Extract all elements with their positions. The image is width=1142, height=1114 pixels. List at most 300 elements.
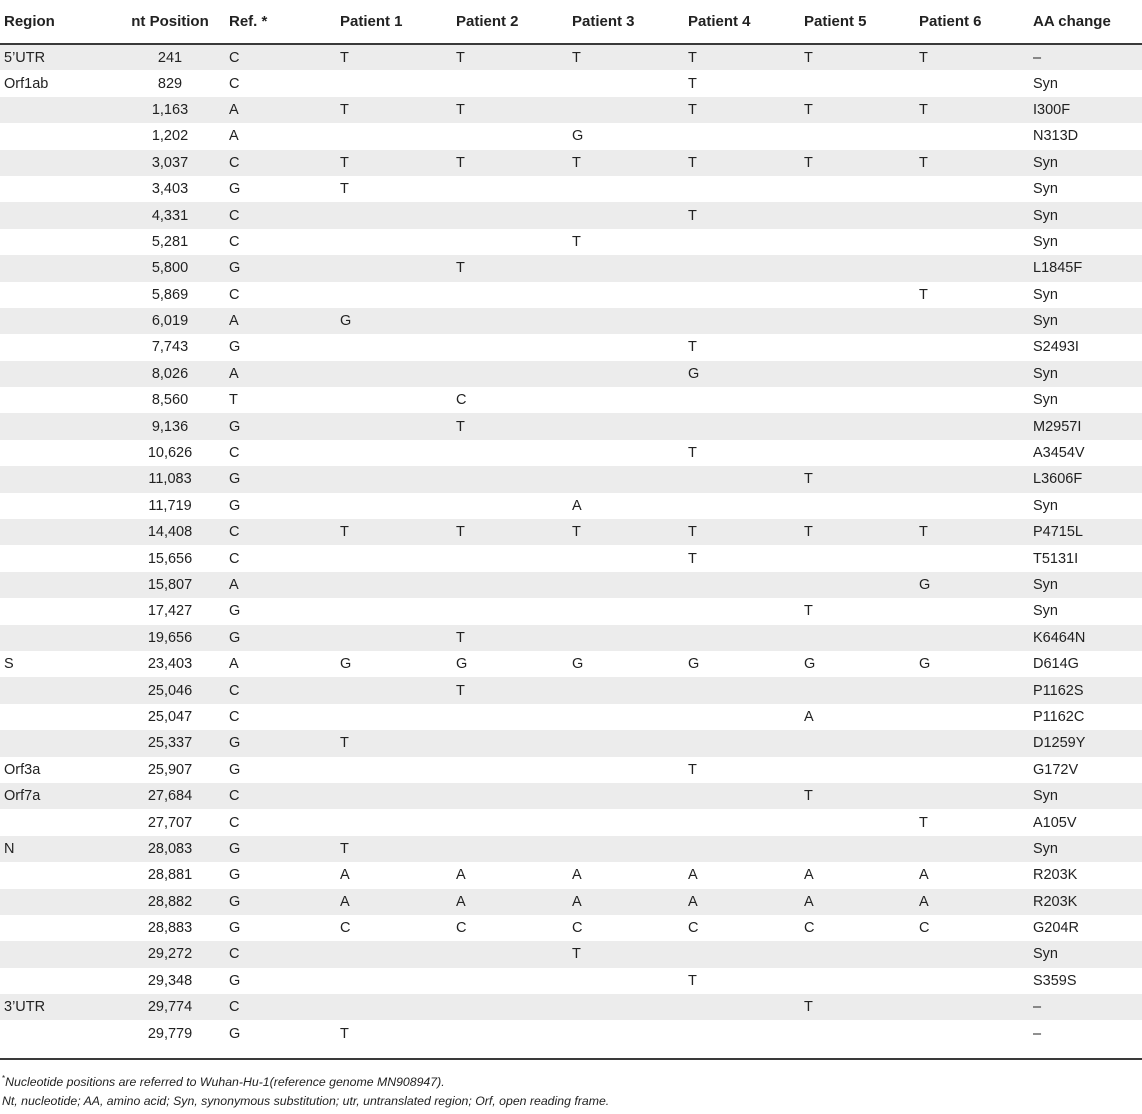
cell-patient-1: C [336, 915, 452, 941]
cell-patient-5: T [800, 783, 915, 809]
cell-patient-6: G [915, 651, 1030, 677]
cell-patient-1 [336, 783, 452, 809]
cell-patient-3 [568, 440, 684, 466]
cell-ref: C [225, 519, 336, 545]
cell-position: 5,281 [115, 229, 225, 255]
table-row [0, 809, 1142, 835]
cell-position: 241 [115, 44, 225, 70]
cell-patient-3 [568, 308, 684, 334]
cell-position: 1,163 [115, 97, 225, 123]
cell-patient-6 [915, 941, 1030, 967]
table-row [0, 361, 1142, 387]
cell-patient-4 [684, 809, 800, 835]
cell-region [0, 677, 115, 703]
cell-ref: G [225, 598, 336, 624]
cell-patient-3: T [568, 519, 684, 545]
table-row [0, 97, 1142, 123]
cell-aa-change: P1162C [1030, 704, 1142, 730]
cell-patient-6 [915, 1020, 1030, 1046]
cell-patient-4 [684, 704, 800, 730]
cell-patient-2 [452, 809, 568, 835]
cell-patient-4 [684, 176, 800, 202]
cell-ref: C [225, 704, 336, 730]
cell-patient-6: T [915, 282, 1030, 308]
cell-position: 1,202 [115, 123, 225, 149]
cell-aa-change: Syn [1030, 836, 1142, 862]
cell-ref: G [225, 836, 336, 862]
cell-patient-5 [800, 493, 915, 519]
cell-aa-change: T5131I [1030, 545, 1142, 571]
cell-aa-change: S359S [1030, 968, 1142, 994]
cell-patient-3 [568, 202, 684, 228]
cell-patient-5 [800, 387, 915, 413]
cell-patient-4: T [684, 440, 800, 466]
cell-patient-6: C [915, 915, 1030, 941]
cell-patient-4 [684, 282, 800, 308]
cell-ref: C [225, 677, 336, 703]
cell-region [0, 308, 115, 334]
cell-ref: G [225, 862, 336, 888]
cell-patient-2: T [452, 150, 568, 176]
cell-patient-5 [800, 625, 915, 651]
cell-patient-5 [800, 757, 915, 783]
cell-position: 28,083 [115, 836, 225, 862]
cell-patient-1: T [336, 836, 452, 862]
table-row [0, 889, 1142, 915]
cell-patient-1 [336, 123, 452, 149]
cell-patient-2 [452, 466, 568, 492]
cell-region [0, 598, 115, 624]
cell-region [0, 334, 115, 360]
cell-patient-5: C [800, 915, 915, 941]
cell-ref: C [225, 150, 336, 176]
cell-patient-5 [800, 677, 915, 703]
cell-ref: G [225, 493, 336, 519]
cell-ref: C [225, 783, 336, 809]
cell-region [0, 282, 115, 308]
cell-patient-4: T [684, 757, 800, 783]
cell-patient-5: T [800, 466, 915, 492]
cell-patient-5: A [800, 889, 915, 915]
table-row [0, 941, 1142, 967]
cell-ref: G [225, 757, 336, 783]
cell-ref: A [225, 651, 336, 677]
cell-region [0, 545, 115, 571]
cell-patient-4 [684, 466, 800, 492]
cell-position: 14,408 [115, 519, 225, 545]
cell-patient-4: T [684, 519, 800, 545]
cell-patient-5 [800, 255, 915, 281]
cell-patient-6 [915, 123, 1030, 149]
cell-region [0, 809, 115, 835]
cell-patient-4 [684, 229, 800, 255]
cell-patient-3 [568, 282, 684, 308]
cell-patient-1 [336, 598, 452, 624]
cell-patient-2 [452, 994, 568, 1020]
footnote-reference [2, 1069, 609, 1092]
cell-patient-6: T [915, 44, 1030, 70]
cell-patient-6 [915, 202, 1030, 228]
cell-aa-change: Syn [1030, 176, 1142, 202]
cell-patient-2: T [452, 413, 568, 439]
cell-region [0, 889, 115, 915]
cell-patient-3: G [568, 651, 684, 677]
cell-patient-3: C [568, 915, 684, 941]
cell-patient-2 [452, 783, 568, 809]
cell-ref: G [225, 625, 336, 651]
cell-patient-1: T [336, 176, 452, 202]
cell-position: 4,331 [115, 202, 225, 228]
cell-region: 5’UTR [0, 44, 115, 70]
cell-patient-6 [915, 229, 1030, 255]
cell-patient-4 [684, 994, 800, 1020]
cell-region [0, 941, 115, 967]
cell-ref: G [225, 334, 336, 360]
cell-patient-4: T [684, 334, 800, 360]
cell-patient-2: G [452, 651, 568, 677]
cell-aa-change: P4715L [1030, 519, 1142, 545]
cell-patient-6 [915, 493, 1030, 519]
cell-position: 25,337 [115, 730, 225, 756]
footnote-abbreviations: Nt, nucleotide; AA, amino acid; Syn, synonymous substitution; utr, untranslated region; Orf, open reading frame. [2, 1094, 610, 1109]
cell-patient-3 [568, 361, 684, 387]
cell-ref: C [225, 545, 336, 571]
cell-patient-1: T [336, 730, 452, 756]
cell-patient-2: A [452, 889, 568, 915]
footnotes [2, 1069, 609, 1111]
table-row [0, 493, 1142, 519]
cell-patient-2 [452, 202, 568, 228]
cell-patient-4 [684, 836, 800, 862]
cell-patient-4: G [684, 361, 800, 387]
cell-ref: T [225, 387, 336, 413]
cell-patient-2 [452, 123, 568, 149]
cell-patient-3 [568, 809, 684, 835]
cell-patient-5 [800, 308, 915, 334]
cell-region [0, 1020, 115, 1046]
cell-position: 19,656 [115, 625, 225, 651]
cell-ref: A [225, 123, 336, 149]
cell-patient-4 [684, 255, 800, 281]
cell-region [0, 625, 115, 651]
cell-patient-6 [915, 783, 1030, 809]
cell-patient-6: A [915, 889, 1030, 915]
table-bottom-rule [0, 1058, 1142, 1060]
cell-patient-5 [800, 70, 915, 96]
cell-aa-change: Syn [1030, 598, 1142, 624]
table-row [0, 519, 1142, 545]
cell-patient-2 [452, 757, 568, 783]
cell-patient-2 [452, 361, 568, 387]
cell-patient-6 [915, 704, 1030, 730]
cell-region [0, 123, 115, 149]
cell-patient-1 [336, 334, 452, 360]
cell-patient-6: G [915, 572, 1030, 598]
cell-region [0, 519, 115, 545]
cell-patient-6 [915, 255, 1030, 281]
cell-patient-2 [452, 176, 568, 202]
cell-patient-1: A [336, 862, 452, 888]
header-patient-4: Patient 4 [684, 0, 800, 44]
cell-patient-6 [915, 387, 1030, 413]
cell-patient-3 [568, 783, 684, 809]
cell-patient-1: T [336, 97, 452, 123]
cell-position: 28,882 [115, 889, 225, 915]
cell-patient-1 [336, 282, 452, 308]
cell-patient-6: T [915, 519, 1030, 545]
cell-aa-change: Syn [1030, 202, 1142, 228]
cell-patient-5 [800, 282, 915, 308]
cell-patient-6: T [915, 97, 1030, 123]
table-row [0, 440, 1142, 466]
cell-position: 29,348 [115, 968, 225, 994]
table-row [0, 202, 1142, 228]
cell-patient-5: T [800, 150, 915, 176]
cell-patient-5: T [800, 519, 915, 545]
cell-aa-change: D614G [1030, 651, 1142, 677]
cell-patient-2 [452, 493, 568, 519]
cell-patient-2 [452, 941, 568, 967]
cell-patient-6: A [915, 862, 1030, 888]
cell-patient-1 [336, 387, 452, 413]
cell-patient-4: T [684, 44, 800, 70]
cell-patient-3 [568, 677, 684, 703]
cell-patient-4: A [684, 889, 800, 915]
table-row [0, 282, 1142, 308]
table-row [0, 994, 1142, 1020]
cell-patient-2 [452, 334, 568, 360]
cell-patient-2 [452, 598, 568, 624]
cell-patient-1 [336, 941, 452, 967]
cell-patient-2 [452, 968, 568, 994]
cell-region [0, 466, 115, 492]
cell-patient-1 [336, 70, 452, 96]
cell-position: 23,403 [115, 651, 225, 677]
cell-patient-4 [684, 677, 800, 703]
cell-patient-1 [336, 757, 452, 783]
cell-position: 25,047 [115, 704, 225, 730]
cell-patient-2: T [452, 519, 568, 545]
cell-patient-3 [568, 704, 684, 730]
cell-position: 15,807 [115, 572, 225, 598]
header-patient-6: Patient 6 [915, 0, 1030, 44]
header-region: Region [0, 0, 115, 44]
cell-aa-change: Syn [1030, 282, 1142, 308]
cell-patient-1: T [336, 1020, 452, 1046]
cell-position: 28,881 [115, 862, 225, 888]
cell-patient-6 [915, 466, 1030, 492]
cell-patient-2: T [452, 677, 568, 703]
cell-patient-6 [915, 440, 1030, 466]
cell-patient-6 [915, 334, 1030, 360]
cell-patient-5 [800, 361, 915, 387]
cell-ref: A [225, 572, 336, 598]
cell-patient-6 [915, 545, 1030, 571]
cell-patient-2 [452, 282, 568, 308]
cell-position: 25,907 [115, 757, 225, 783]
cell-patient-5 [800, 941, 915, 967]
cell-aa-change: I300F [1030, 97, 1142, 123]
table-row [0, 783, 1142, 809]
table-row [0, 757, 1142, 783]
cell-region [0, 493, 115, 519]
cell-patient-3 [568, 572, 684, 598]
table-row [0, 150, 1142, 176]
table-row [0, 387, 1142, 413]
cell-region [0, 97, 115, 123]
cell-position: 6,019 [115, 308, 225, 334]
cell-region: 3’UTR [0, 994, 115, 1020]
cell-patient-4: T [684, 150, 800, 176]
cell-patient-3 [568, 598, 684, 624]
cell-ref: G [225, 413, 336, 439]
cell-patient-5: A [800, 704, 915, 730]
table-row [0, 651, 1142, 677]
cell-patient-6 [915, 994, 1030, 1020]
cell-position: 7,743 [115, 334, 225, 360]
cell-patient-2: T [452, 255, 568, 281]
cell-ref: A [225, 308, 336, 334]
cell-patient-4: T [684, 968, 800, 994]
cell-patient-5 [800, 440, 915, 466]
header-patient-3: Patient 3 [568, 0, 684, 44]
cell-position: 17,427 [115, 598, 225, 624]
cell-aa-change: – [1030, 994, 1142, 1020]
cell-aa-change: L1845F [1030, 255, 1142, 281]
cell-patient-5 [800, 968, 915, 994]
cell-ref: C [225, 994, 336, 1020]
cell-position: 5,869 [115, 282, 225, 308]
cell-patient-5 [800, 334, 915, 360]
cell-aa-change: Syn [1030, 361, 1142, 387]
footnote-text-1: Nucleotide positions are referred to Wuhan-Hu-1(reference genome MN908947). [5, 1075, 445, 1090]
cell-patient-1: T [336, 150, 452, 176]
cell-patient-5 [800, 545, 915, 571]
table-row [0, 677, 1142, 703]
cell-aa-change: Syn [1030, 229, 1142, 255]
cell-patient-6 [915, 677, 1030, 703]
cell-patient-2 [452, 545, 568, 571]
cell-patient-1 [336, 361, 452, 387]
cell-patient-2: T [452, 44, 568, 70]
table-row [0, 625, 1142, 651]
table-row [0, 968, 1142, 994]
table-row [0, 308, 1142, 334]
cell-aa-change: Syn [1030, 493, 1142, 519]
cell-patient-4 [684, 123, 800, 149]
cell-aa-change: R203K [1030, 889, 1142, 915]
cell-patient-1 [336, 968, 452, 994]
cell-patient-6 [915, 757, 1030, 783]
cell-patient-3 [568, 625, 684, 651]
cell-patient-6 [915, 836, 1030, 862]
cell-patient-2: C [452, 387, 568, 413]
header-position: nt Position [115, 0, 225, 44]
table-row [0, 413, 1142, 439]
cell-patient-2 [452, 730, 568, 756]
cell-patient-2 [452, 308, 568, 334]
cell-aa-change: G204R [1030, 915, 1142, 941]
cell-patient-3: T [568, 229, 684, 255]
cell-patient-3 [568, 97, 684, 123]
table-row [0, 862, 1142, 888]
cell-patient-4: T [684, 70, 800, 96]
cell-patient-1 [336, 440, 452, 466]
cell-patient-3 [568, 994, 684, 1020]
cell-patient-4 [684, 625, 800, 651]
cell-region: S [0, 651, 115, 677]
cell-patient-3: A [568, 862, 684, 888]
cell-position: 25,046 [115, 677, 225, 703]
cell-patient-5 [800, 176, 915, 202]
cell-patient-2 [452, 836, 568, 862]
cell-patient-4: C [684, 915, 800, 941]
cell-patient-3 [568, 413, 684, 439]
cell-patient-4 [684, 1020, 800, 1046]
table-row [0, 836, 1142, 862]
cell-aa-change: Syn [1030, 941, 1142, 967]
cell-region [0, 440, 115, 466]
cell-patient-5: G [800, 651, 915, 677]
header-aa-change: AA change [1030, 0, 1142, 44]
cell-position: 8,026 [115, 361, 225, 387]
cell-position: 27,707 [115, 809, 225, 835]
cell-patient-3: T [568, 941, 684, 967]
cell-patient-3 [568, 1020, 684, 1046]
header-patient-2: Patient 2 [452, 0, 568, 44]
table-row [0, 229, 1142, 255]
cell-aa-change: G172V [1030, 757, 1142, 783]
cell-patient-3: A [568, 889, 684, 915]
cell-aa-change: K6464N [1030, 625, 1142, 651]
cell-patient-3 [568, 176, 684, 202]
cell-patient-4 [684, 572, 800, 598]
cell-patient-2: T [452, 625, 568, 651]
cell-patient-2 [452, 1020, 568, 1046]
cell-aa-change: S2493I [1030, 334, 1142, 360]
cell-aa-change: Syn [1030, 308, 1142, 334]
cell-patient-3 [568, 730, 684, 756]
cell-aa-change: P1162S [1030, 677, 1142, 703]
cell-region [0, 361, 115, 387]
cell-patient-3 [568, 545, 684, 571]
cell-position: 829 [115, 70, 225, 96]
cell-aa-change: Syn [1030, 783, 1142, 809]
cell-patient-2 [452, 704, 568, 730]
cell-position: 8,560 [115, 387, 225, 413]
cell-patient-2: C [452, 915, 568, 941]
cell-patient-5: T [800, 97, 915, 123]
cell-aa-change: – [1030, 44, 1142, 70]
cell-aa-change: R203K [1030, 862, 1142, 888]
cell-patient-6: T [915, 809, 1030, 835]
cell-patient-5 [800, 413, 915, 439]
cell-ref: A [225, 97, 336, 123]
cell-patient-6 [915, 308, 1030, 334]
cell-ref: G [225, 730, 336, 756]
cell-ref: G [225, 968, 336, 994]
cell-patient-3 [568, 387, 684, 413]
table-row [0, 466, 1142, 492]
cell-position: 9,136 [115, 413, 225, 439]
table-row [0, 255, 1142, 281]
cell-position: 3,403 [115, 176, 225, 202]
cell-patient-4 [684, 387, 800, 413]
table-row [0, 334, 1142, 360]
table-row [0, 44, 1142, 70]
cell-aa-change: Syn [1030, 387, 1142, 413]
cell-ref: G [225, 466, 336, 492]
